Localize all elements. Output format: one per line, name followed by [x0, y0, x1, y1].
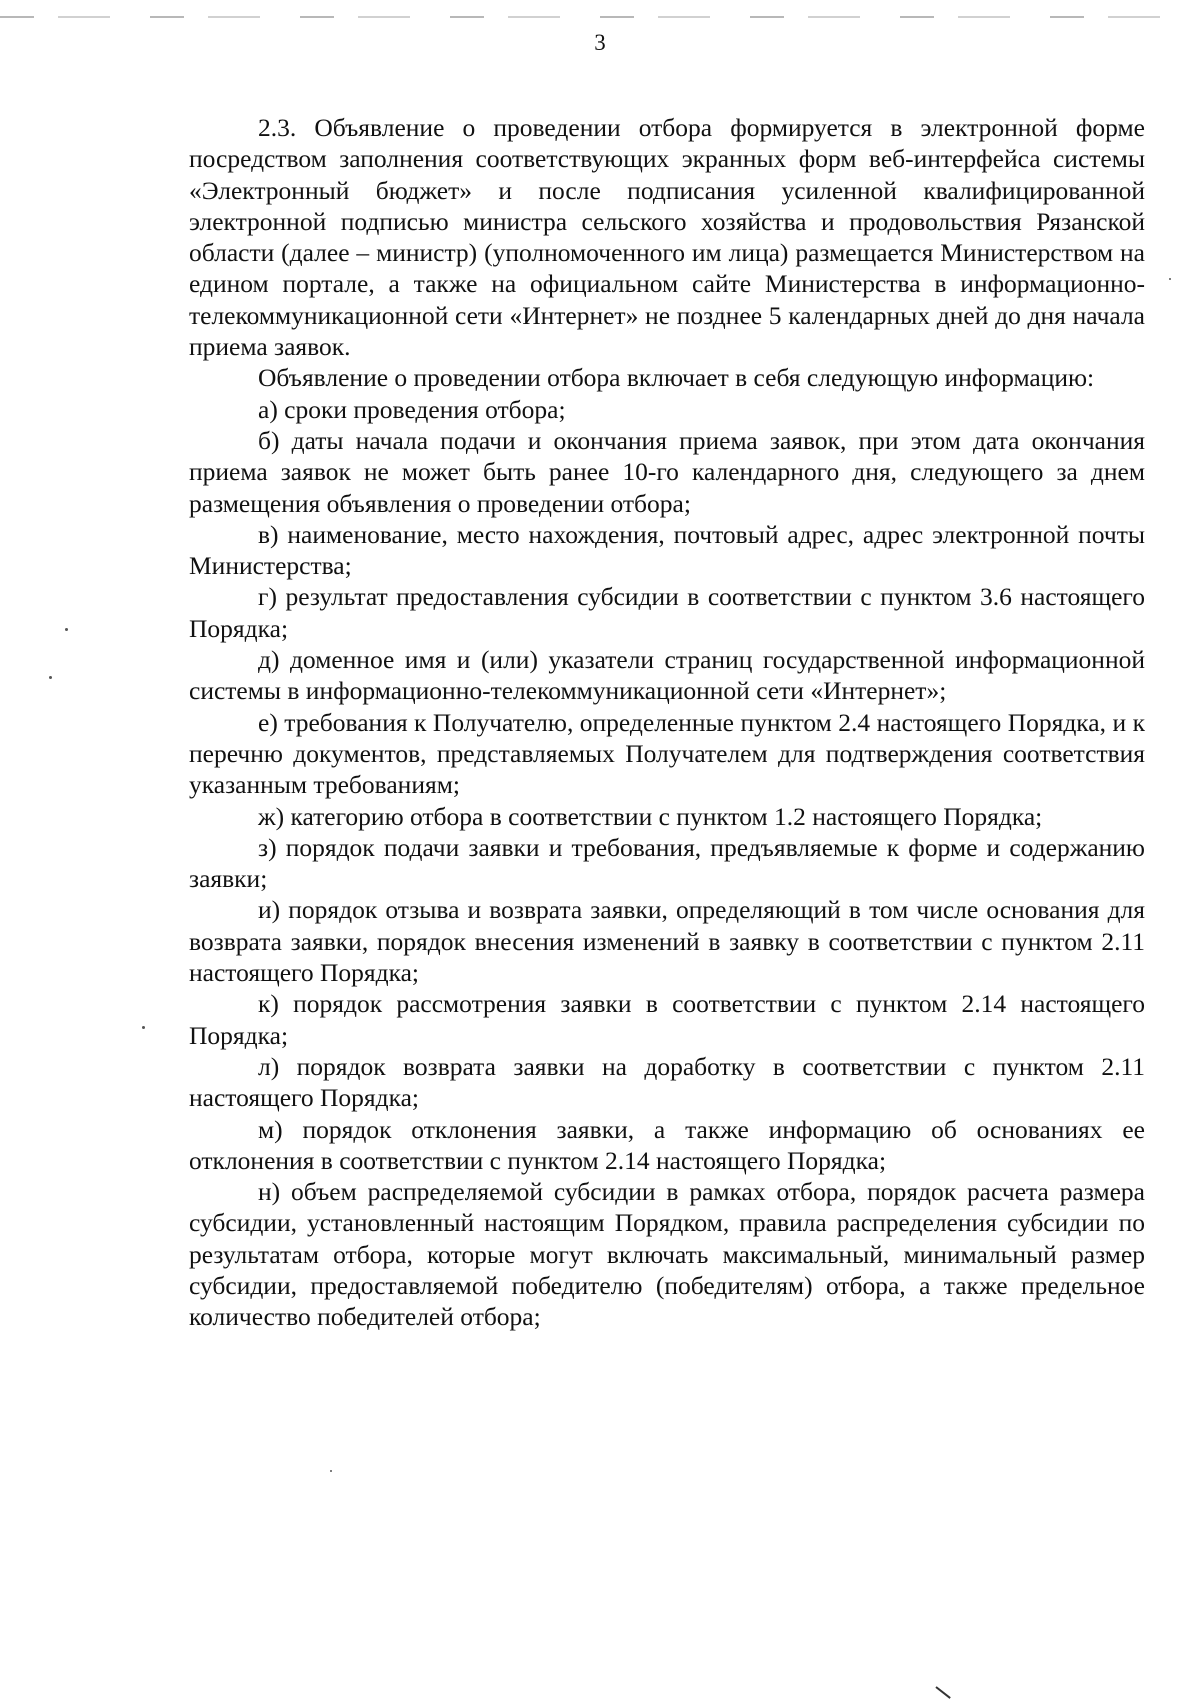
page-number: 3	[594, 30, 606, 55]
list-item-k: к) порядок рассмотрения заявки в соответствии с пунктом 2.14 настоящего Порядка;	[189, 989, 1145, 1050]
list-item-a: а) сроки проведения отбора;	[258, 394, 566, 424]
paragraph-2-3: 2.3. Объявление о проведении отбора формируется в электронной форме посредством заполнения соответствующих экранных форм веб-интерфейса системы «Электронный бюджет» и после подписания усиленной квалифицированной электронной подписью министра сельского хозяйства и продовольствия Рязанской области (далее – министр) (уполномоченного им лица) размещается Министерством на едином портале, а также на официальном сайте Министерства в информационно-телекоммуникационной сети «Интернет» не позднее 5 календарных дней до дня начала приема заявок.	[189, 113, 1145, 362]
list-item-v: в) наименование, место нахождения, почтовый адрес, адрес электронной почты Министерства;	[189, 519, 1145, 581]
scan-edge-artifact	[0, 16, 1200, 18]
scan-mark	[935, 1686, 950, 1699]
list-item-g: г) результат предоставления субсидии в соответствии с пунктом 3.6 настоящего Порядка;	[189, 582, 1145, 643]
scan-speck	[65, 628, 68, 631]
scan-speck	[49, 676, 52, 679]
list-item-e: е) требования к Получателю, определенные пунктом 2.4 настоящего Порядка, и к перечню документов, представляемых Получателем для подтверждения соответствия указанным требованиям;	[189, 707, 1145, 800]
list-item-i: и) порядок отзыва и возврата заявки, определяющий в том числе основания для возврата заявки, порядок внесения изменений в заявку в соответствии с пунктом 2.11 настоящего Порядка;	[189, 895, 1145, 988]
scan-speck	[330, 1470, 332, 1472]
list-item-zh: ж) категорию отбора в соответствии с пунктом 1.2 настоящего Порядка;	[258, 801, 1043, 831]
paragraph-announcement-contents: Объявление о проведении отбора включает в себя следующую информацию:	[258, 363, 1095, 393]
list-item-b: б) даты начала подачи и окончания приема заявок, при этом дата окончания приема заявок не может быть ранее 10-го календарного дня, следующего за днем размещения объявления о проведении отбора;	[189, 425, 1145, 518]
document-body	[189, 112, 1145, 1333]
list-item-m: м) порядок отклонения заявки, а также информацию об основаниях ее отклонения в соответствии с пунктом 2.14 настоящего Порядка;	[189, 1114, 1145, 1175]
list-item-n: н) объем распределяемой субсидии в рамках отбора, порядок расчета размера субсидии, установленный настоящим Порядком, правила распределения субсидии по результатам отбора, которые могут включать максимальный, минимальный размер субсидии, предоставляемой победителю (победителям) отбора, а также предельное количество победителей отбора;	[189, 1177, 1145, 1332]
scan-speck	[142, 1026, 145, 1029]
list-item-l: л) порядок возврата заявки на доработку в соответствии с пунктом 2.11 настоящего Порядка;	[189, 1051, 1145, 1113]
scan-speck	[1169, 278, 1171, 280]
list-item-d: д) доменное имя и (или) указатели страниц государственной информационной системы в информационно-телекоммуникационной сети «Интернет»;	[189, 645, 1145, 706]
list-item-z: з) порядок подачи заявки и требования, предъявляемые к форме и содержанию заявки;	[189, 832, 1145, 894]
